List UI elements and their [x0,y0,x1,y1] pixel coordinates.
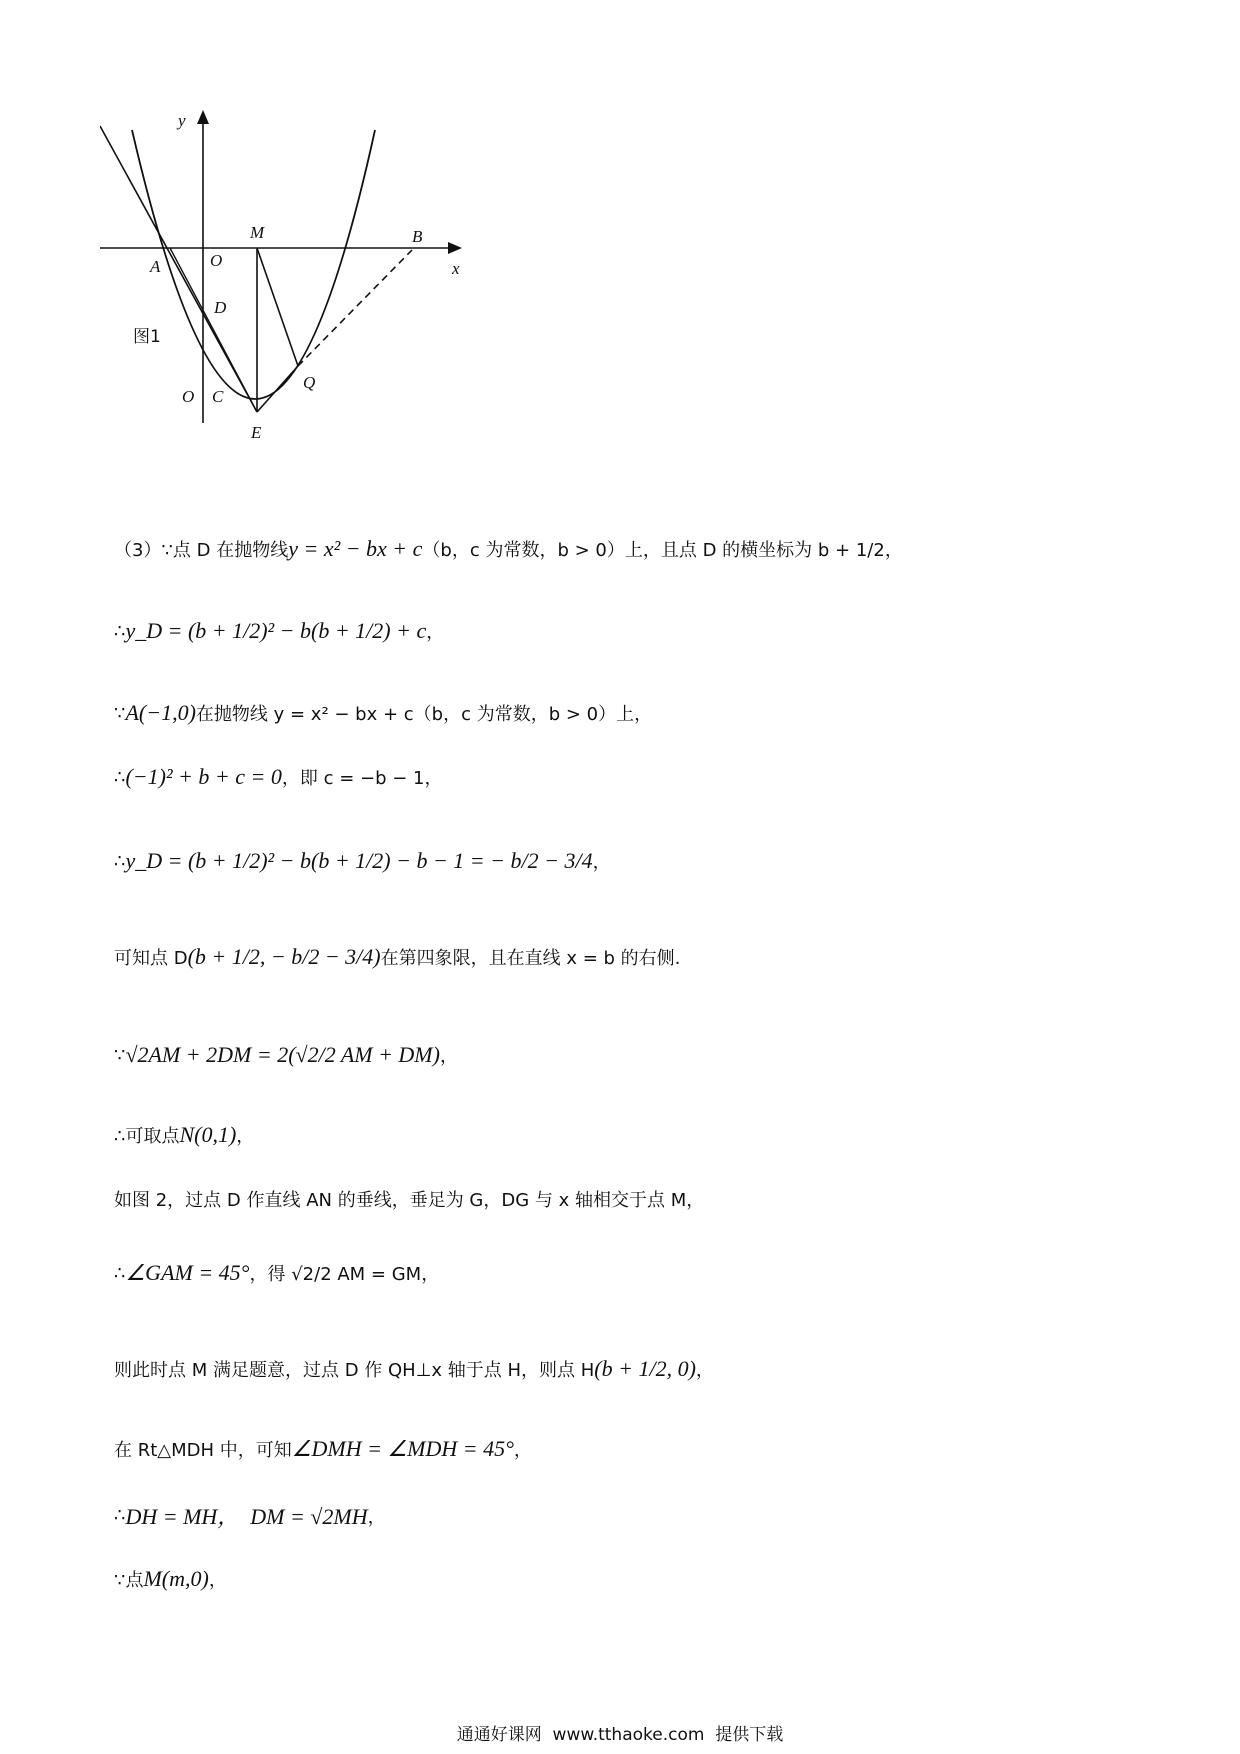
line-suffix: ， [236,1126,255,1147]
line-math: y_D = (b + 1/2)² − b(b + 1/2) − b − 1 = − b/2 − 3/4 [125,848,593,873]
line-math: A(−1,0) [125,700,196,725]
line-prefix: 可知点 D [114,948,188,969]
line-prefix: 则此时点 M 满足题意，过点 D 作 QH⊥x 轴于点 H，则点 H [114,1360,595,1381]
line-math: ∠GAM = 45° [125,1260,250,1285]
line-prefix: ∴ [114,1505,126,1526]
label-d: D [214,298,227,317]
line-prefix: ∴ [114,766,126,788]
line-math: ∠DMH = ∠MDH = 45° [291,1436,514,1461]
line-math: (b + 1/2, − b/2 − 3/4) [187,944,381,969]
line-math: (b + 1/2, 0) [594,1356,696,1381]
line-suffix: ， [367,1506,386,1528]
line-prefix: ∴ [114,620,126,642]
line-suffix: ， [513,1440,532,1461]
label-c: C [212,387,224,406]
solution-line [114,618,1160,644]
line-suffix: （b，c 为常数，b > 0）上，且点 D 的横坐标为 b + 1/2， [422,540,903,561]
line-suffix: ， [592,852,611,873]
solution-line [114,536,1160,562]
solution-line [114,848,1160,874]
label-x-axis: x [452,259,460,278]
line-suffix: 在第四象限，且在直线 x = b 的右侧. [380,948,681,969]
line-prefix: 在 Rt△MDH 中，可知 [114,1440,292,1461]
line-suffix: ， [426,622,445,643]
label-y-axis: y [178,111,186,130]
line-prefix: （3）∵点 D 在抛物线 [114,540,289,561]
line-math: M(m,0) [143,1566,209,1591]
label-q: Q [303,373,316,392]
solution-line [114,764,1160,790]
line-math: √2AM + 2DM = 2(√2/2 AM + DM) [125,1042,440,1067]
line-suffix: ， [439,1046,458,1067]
label-b: B [412,227,423,246]
y-axis-arrow [197,110,209,124]
figure-caption: 图1 [133,327,161,347]
footer-site-name: 通通好课网 [456,1725,542,1745]
label-o-lower: O [182,387,195,406]
label-a: A [150,257,161,276]
line-prefix: ∴可取点 [114,1126,180,1147]
line-prefix: ∵ [114,1044,126,1066]
segment-mq [257,248,298,366]
line-suffix: ， [695,1360,714,1381]
solution-line [114,1260,1160,1286]
solution-line [114,1122,1160,1148]
label-o-origin: O [210,251,223,270]
line-math: N(0,1) [179,1122,237,1147]
solution-line [114,1566,1160,1592]
line-prefix: ∴ [114,850,126,872]
line-suffix: 在抛物线 y = x² − bx + c（b，c 为常数，b > 0）上， [195,704,653,725]
label-m: M [250,223,265,242]
line-prefix: ∵ [114,702,126,724]
line-suffix: ，即 c = −b − 1， [281,768,443,789]
line-prefix: ∵点 [114,1570,144,1591]
line-suffix: ， [208,1570,227,1591]
footer-url[interactable]: www.tthaoke.com [552,1725,705,1745]
segment-eq [257,366,298,412]
page-footer [0,1720,1240,1745]
line-math: (−1)² + b + c = 0 [125,764,282,789]
solution-line [114,1500,1160,1531]
parabola-curve [132,130,375,399]
label-e: E [251,423,262,442]
solution-line [114,1186,1160,1212]
line-prefix: ∴ [114,1262,126,1284]
solution-line [114,944,1160,970]
line-math: y = x² − bx + c [288,536,423,561]
line-math: DH = MH， DM = √2MH [125,1504,368,1529]
solution-line [114,1356,1160,1382]
figure-1 [100,108,480,508]
solution-line [114,1436,1160,1462]
line-prefix: 如图 2，过点 D 作直线 AN 的垂线，垂足为 G，DG 与 x 轴相交于点 M， [114,1190,705,1211]
line-suffix: ，得 √2/2 AM = GM， [249,1264,440,1285]
line-math: y_D = (b + 1/2)² − b(b + 1/2) + c [125,618,427,643]
solution-line [114,700,1160,726]
footer-note: 提供下载 [715,1725,784,1745]
solution-line [114,1042,1160,1068]
x-axis-arrow [448,242,462,254]
dashed-qb [298,250,412,366]
